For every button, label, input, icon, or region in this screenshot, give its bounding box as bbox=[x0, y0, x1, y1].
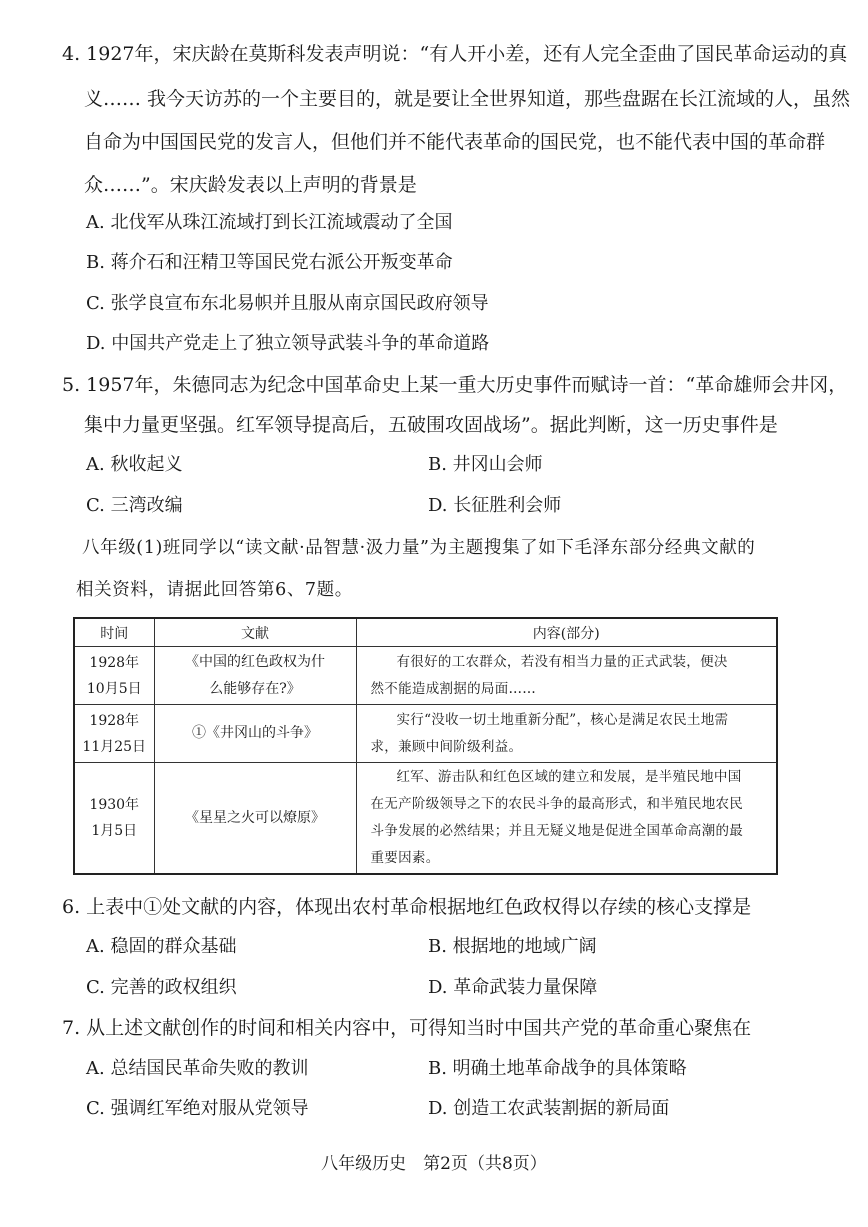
q6-option-d: D. 革命武装力量保障 bbox=[428, 977, 598, 998]
row-content-cell bbox=[356, 705, 777, 763]
document-title-line: 么能够存在?》 bbox=[209, 680, 301, 697]
content-line: 有很好的工农群众，若没有相当力量的正式武装，便决 bbox=[396, 653, 728, 670]
q4-option-c: C. 张学良宣布东北易帜并且服从南京国民政府领导 bbox=[86, 293, 489, 314]
q4-stem-line-3: 自命为中国国民党的发言人，但他们并不能代表革命的国民党，也不能代表中国的革命群 bbox=[84, 131, 826, 153]
row-document-cell bbox=[154, 705, 356, 763]
table-row bbox=[74, 647, 777, 705]
q7-option-d: D. 创造工农武装割据的新局面 bbox=[428, 1098, 670, 1119]
time-date: 11月25日 bbox=[82, 738, 147, 755]
q4-option-a: A. 北伐军从珠江流域打到长江流域震动了全国 bbox=[86, 212, 453, 233]
time-date: 10月5日 bbox=[86, 680, 142, 697]
content-line: 然不能造成割据的局面…… bbox=[370, 680, 537, 697]
q7-option-b: B. 明确土地革命战争的具体策略 bbox=[428, 1058, 687, 1079]
table-header-row bbox=[74, 618, 777, 647]
row-time-cell bbox=[74, 647, 154, 705]
time-date: 1月5日 bbox=[91, 823, 138, 839]
content-line: 斗争发展的必然结果；并且无疑义地是促进全国革命高潮的最 bbox=[370, 823, 744, 839]
q6-option-c: C. 完善的政权组织 bbox=[86, 977, 237, 998]
q6-option-a: A. 稳固的群众基础 bbox=[86, 936, 237, 957]
row-time-cell bbox=[74, 705, 154, 763]
row-document-cell bbox=[154, 647, 356, 705]
content-line: 红军、游击队和红色区域的建立和发展，是半殖民地中国 bbox=[396, 769, 742, 785]
time-year: 1930年 bbox=[89, 797, 140, 813]
documents-table bbox=[73, 617, 778, 875]
q5-stem-line-2: 集中力量更坚强。红军领导提高后，五破围攻固战场”。据此判断，这一历史事件是 bbox=[84, 414, 778, 436]
content-line: 实行“没收一切土地重新分配”，核心是满足农民土地需 bbox=[396, 711, 729, 728]
q7-option-a: A. 总结国民革命失败的教训 bbox=[86, 1058, 309, 1079]
header-content: 内容(部分) bbox=[356, 618, 777, 647]
q6-option-b: B. 根据地的地域广阔 bbox=[428, 936, 597, 957]
q6-stem: 6. 上表中①处文献的内容，体现出农村革命根据地红色政权得以存续的核心支撑是 bbox=[62, 896, 752, 918]
content-line: 重要因素。 bbox=[370, 850, 440, 866]
q7-stem: 7. 从上述文献创作的时间和相关内容中，可得知当时中国共产党的革命重心聚焦在 bbox=[62, 1017, 752, 1039]
q4-stem-line-1: 4. 1927年，宋庆龄在莫斯科发表声明说：“有人开小差，还有人完全歪曲了国民革命运动的真 bbox=[62, 43, 848, 65]
time-year: 1928年 bbox=[89, 654, 140, 671]
content-line: 求，兼顾中间阶级利益。 bbox=[370, 738, 523, 755]
q5-option-c: C. 三湾改编 bbox=[86, 495, 183, 516]
intro-line-2: 相关资料，请据此回答第6、7题。 bbox=[76, 580, 353, 600]
document-title-line: 《中国的红色政权为什 bbox=[185, 653, 325, 670]
q5-stem-line-1: 5. 1957年，朱德同志为纪念中国革命史上某一重大历史事件而赋诗一首：“革命雄师会井冈， bbox=[62, 374, 848, 396]
row-content-cell bbox=[356, 763, 777, 875]
row-content-cell bbox=[356, 647, 777, 705]
table-row bbox=[74, 705, 777, 763]
content-line: 在无产阶级领导之下的农民斗争的最高形式，和半殖民地农民 bbox=[370, 796, 744, 812]
table-row bbox=[74, 763, 777, 875]
q4-stem-line-2: 义…… 我今天访苏的一个主要目的，就是要让全世界知道，那些盘踞在长江流域的人，虽然 bbox=[84, 88, 851, 110]
q4-stem-line-4: 众……”。宋庆龄发表以上声明的背景是 bbox=[84, 174, 417, 196]
q5-option-d: D. 长征胜利会师 bbox=[428, 495, 562, 516]
q7-option-c: C. 强调红军绝对服从党领导 bbox=[86, 1098, 309, 1119]
page-footer: 八年级历史 第2页（共8页） bbox=[321, 1154, 547, 1174]
intro-line-1: 八年级(1)班同学以“读文献·品智慧·汲力量”为主题搜集了如下毛泽东部分经典文献的 bbox=[82, 538, 756, 558]
document-title-line: 《星星之火可以燎原》 bbox=[185, 809, 325, 826]
q5-option-a: A. 秋收起义 bbox=[86, 454, 183, 475]
row-document-cell bbox=[154, 763, 356, 875]
header-document: 文献 bbox=[154, 618, 356, 647]
q5-option-b: B. 井冈山会师 bbox=[428, 454, 543, 475]
q4-option-b: B. 蒋介石和汪精卫等国民党右派公开叛变革命 bbox=[86, 252, 453, 273]
row-time-cell bbox=[74, 763, 154, 875]
q4-option-d: D. 中国共产党走上了独立领导武装斗争的革命道路 bbox=[86, 333, 490, 354]
time-year: 1928年 bbox=[89, 712, 140, 729]
header-time: 时间 bbox=[74, 618, 154, 647]
document-title-line: ①《井冈山的斗争》 bbox=[192, 725, 318, 741]
